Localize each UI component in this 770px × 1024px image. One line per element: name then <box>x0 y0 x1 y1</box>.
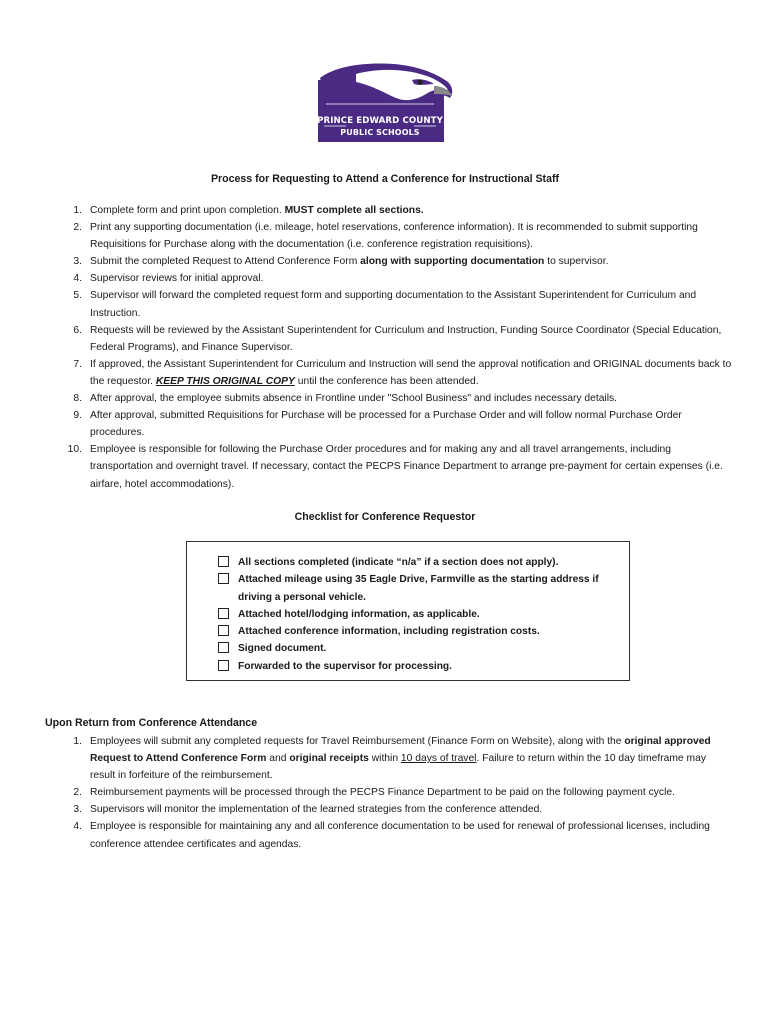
process-step-item <box>62 287 732 321</box>
process-step-item <box>62 356 732 390</box>
process-step-text: Print any supporting documentation (i.e. mileage, hotel reservations, conference information). It is recommended to submit supporting Requisitions for Purchase along with the documentation (i.e. conference registration requisitions). <box>90 222 698 251</box>
checklist-item <box>217 606 627 623</box>
process-step-text: Employee is responsible for following the Purchase Order procedures and for making any and all travel arrangements, including transportation and overnight travel. If necessary, contact the PECPS Finance Department to arrange pre-payment for certain expenses (i.e. airfare, hotel accommodations). <box>90 444 723 490</box>
checklist-item <box>217 571 627 606</box>
checkbox[interactable] <box>218 573 229 584</box>
return-step-text: Supervisors will monitor the implementation of the learned strategies from the conference attended. <box>90 804 543 816</box>
process-step-text: along with supporting documentation <box>360 256 545 268</box>
checklist-item-label: Signed document. <box>238 643 327 655</box>
checkbox[interactable] <box>218 642 229 653</box>
process-step-text: KEEP THIS ORIGINAL COPY <box>155 375 295 387</box>
process-step-item <box>62 270 732 287</box>
return-step-text: Employees will submit any completed requests for Travel Reimbursement (Finance Form on Website), along with the <box>90 736 625 747</box>
return-step-item <box>62 733 732 784</box>
return-steps-list <box>62 733 732 853</box>
process-step-item <box>62 390 732 407</box>
return-step-number: 4. <box>73 821 82 833</box>
process-step-number: 7. <box>73 358 82 370</box>
process-step-number: 10. <box>67 444 82 456</box>
return-step-item <box>62 784 732 801</box>
page-title: Process for Requesting to Attend a Conference for Instructional Staff <box>210 173 560 185</box>
checklist-items <box>217 554 627 675</box>
checklist-item-label: Attached hotel/lodging information, as applicable. <box>238 608 480 620</box>
process-step-number: 3. <box>73 256 82 268</box>
checkbox[interactable] <box>218 660 229 671</box>
return-step-item <box>62 801 732 818</box>
checklist-box <box>186 541 630 681</box>
process-step-number: 8. <box>73 393 82 405</box>
return-step-text: original approved Request to Attend Conference Form <box>90 736 711 765</box>
checklist-item <box>217 658 627 675</box>
process-step-item <box>62 441 732 492</box>
process-step-item <box>62 407 732 441</box>
process-step-text: Supervisor reviews for initial approval. <box>90 273 264 285</box>
logo-line-1: PRINCE EDWARD COUNTY <box>317 116 443 126</box>
process-step-text: Requests will be reviewed by the Assistant Superintendent for Curriculum and Instruction, Funding Source Coordinator (Special Education, Federal Programs), and Finance Supervisor. <box>90 324 722 353</box>
return-step-text: . Failure to return within the 10 day timeframe may result in forfeiture of the reimbursement. <box>90 753 706 782</box>
return-step-text: and <box>266 753 290 765</box>
return-step-text: within <box>368 753 401 765</box>
checkbox[interactable] <box>218 625 229 636</box>
process-step-text: to supervisor. <box>544 256 609 268</box>
return-step-text: original receipts <box>289 753 369 765</box>
process-step-text: Submit the completed Request to Attend Conference Form <box>90 256 361 268</box>
process-step-text: until the conference has been attended. <box>294 375 479 387</box>
process-step-number: 4. <box>73 273 82 285</box>
process-step-number: 9. <box>73 410 82 422</box>
checklist-item-label: Forwarded to the supervisor for processing. <box>238 660 452 672</box>
checklist-item-label: Attached mileage using 35 Eagle Drive, Farmville as the starting address if driving a personal vehicle. <box>238 574 599 603</box>
process-step-number: 6. <box>73 324 82 336</box>
checkbox[interactable] <box>218 608 229 619</box>
checklist-item <box>217 623 627 640</box>
process-steps-list <box>62 202 732 493</box>
return-step-text: Employee is responsible for maintaining any and all conference documentation to be used for renewal of professional licenses, including conference attendee certificates and agendas. <box>90 821 710 850</box>
return-step-number: 3. <box>73 804 82 816</box>
process-step-item <box>62 253 732 270</box>
process-step-text: After approval, submitted Requisitions for Purchase will be processed for a Purchase Order and will follow normal Purchase Order procedures. <box>90 410 682 439</box>
return-step-text: Reimbursement payments will be processed through the PECPS Finance Department to be paid on the following payment cycle. <box>90 787 675 799</box>
return-step-item <box>62 818 732 852</box>
checklist-item <box>217 554 627 571</box>
process-step-number: 2. <box>73 222 82 234</box>
checklist-item-label: Attached conference information, including registration costs. <box>238 626 540 638</box>
process-step-text: MUST complete all sections. <box>284 205 424 216</box>
checkbox[interactable] <box>218 556 229 567</box>
return-step-text: 10 days of travel <box>400 753 477 765</box>
process-step-item <box>62 219 732 253</box>
return-step-number: 1. <box>73 736 82 747</box>
return-step-number: 2. <box>73 787 82 799</box>
checklist-item-label: All sections completed (indicate “n/a” if a section does not apply). <box>238 557 559 568</box>
checklist-item <box>217 640 627 657</box>
process-step-number: 1. <box>73 205 82 216</box>
process-step-item <box>62 202 732 219</box>
process-step-text: If approved, the Assistant Superintendent for Curriculum and Instruction will send the approval notification and ORIGINAL documents back to the requestor. <box>90 358 732 387</box>
process-step-item <box>62 322 732 356</box>
process-step-text: Complete form and print upon completion. <box>90 205 285 216</box>
district-logo <box>316 60 456 144</box>
return-heading: Upon Return from Conference Attendance <box>45 717 258 729</box>
checklist-title: Checklist for Conference Requestor <box>294 511 476 523</box>
logo-line-2: PUBLIC SCHOOLS <box>340 128 420 137</box>
process-step-number: 5. <box>73 290 82 302</box>
process-step-text: After approval, the employee submits absence in Frontline under "School Business" and includes necessary details. <box>90 393 618 405</box>
process-step-text: Supervisor will forward the completed request form and supporting documentation to the Assistant Superintendent for Curriculum and Instruction. <box>90 290 697 319</box>
